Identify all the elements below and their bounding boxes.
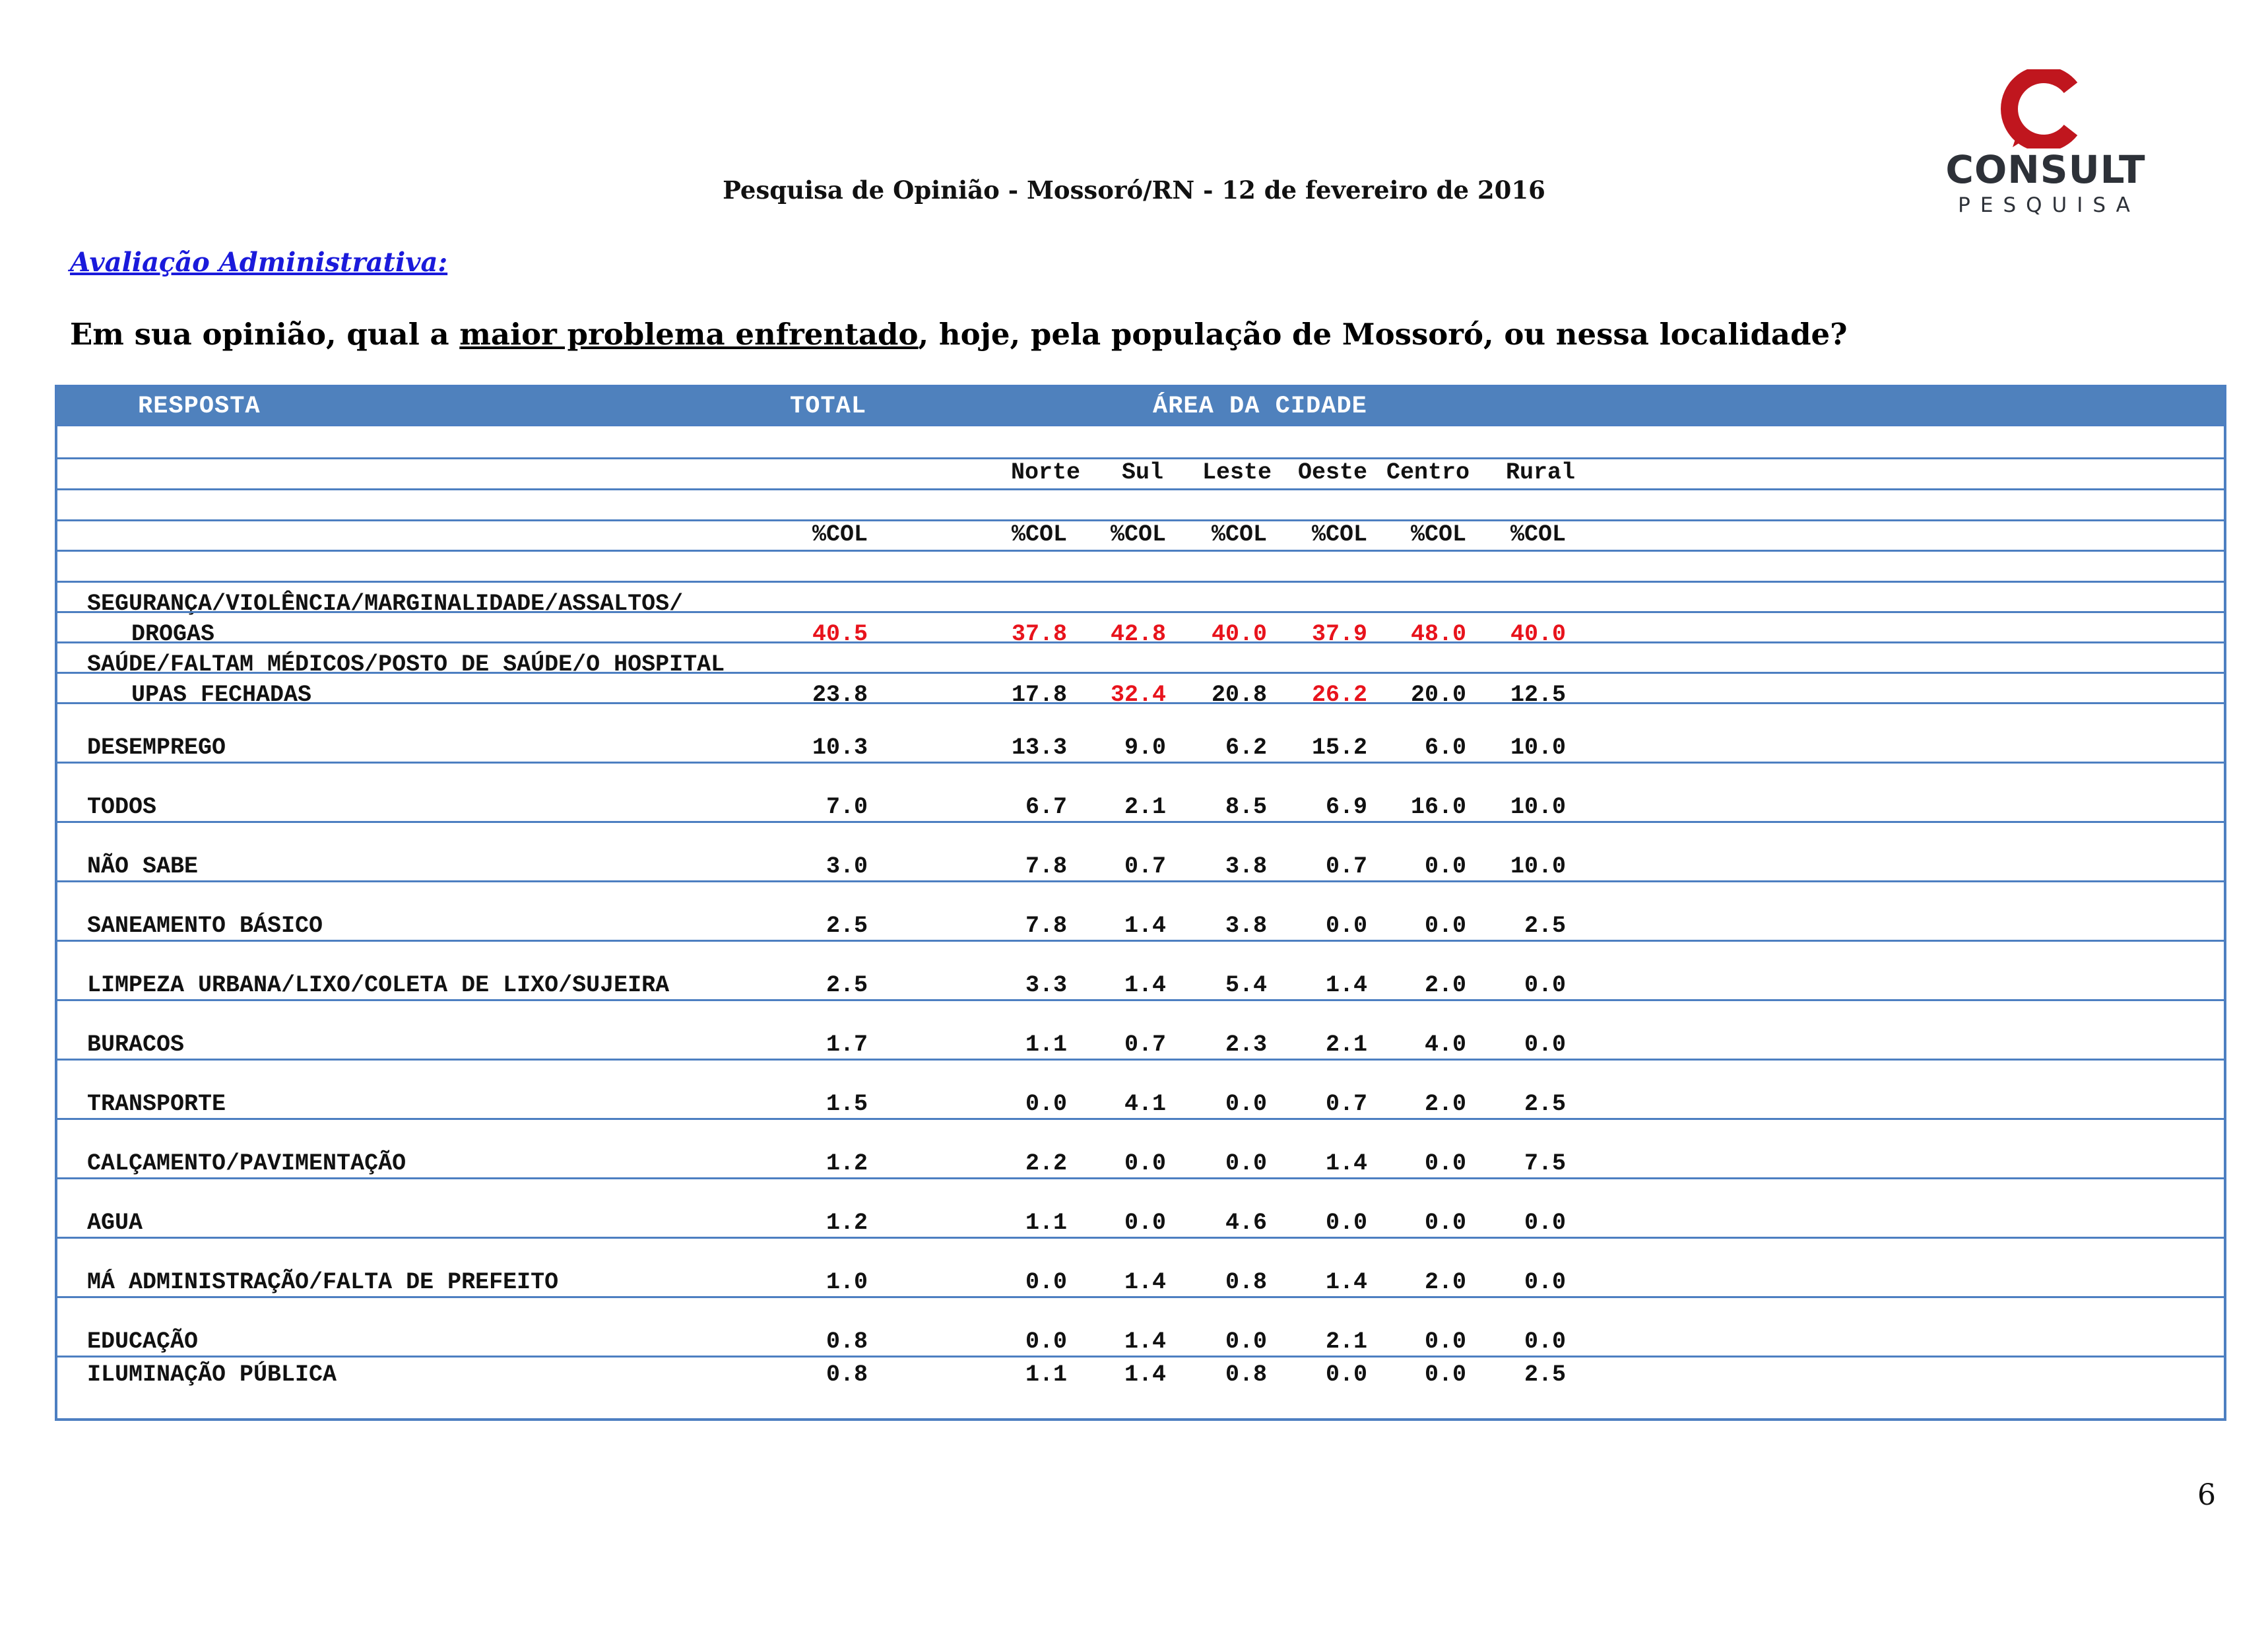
table-rule	[57, 762, 2224, 764]
row-total: 1.7	[826, 1031, 868, 1058]
question-part: Em sua opinião, qual a	[70, 317, 460, 352]
row-total: 1.2	[826, 1150, 868, 1177]
row-value: 13.3	[1011, 735, 1067, 761]
header-area: ÁREA DA CIDADE	[1153, 393, 1367, 420]
row-value: 0.0	[1025, 1269, 1067, 1295]
row-value: 1.4	[1325, 1269, 1367, 1295]
row-value: 0.0	[1225, 1328, 1267, 1355]
row-value: 0.0	[1225, 1150, 1267, 1177]
row-value: 2.1	[1325, 1031, 1367, 1058]
row-value: 3.8	[1225, 853, 1267, 880]
row-value: 1.4	[1325, 972, 1367, 998]
row-value: 1.1	[1025, 1210, 1067, 1236]
row-value: 2.5	[1524, 913, 1566, 939]
row-value: 32.4	[1110, 682, 1166, 708]
row-value: 4.1	[1124, 1091, 1166, 1117]
row-value: 6.7	[1025, 794, 1067, 820]
table-rule	[57, 550, 2224, 552]
row-label: TRANSPORTE	[87, 1091, 226, 1117]
row-label: LIMPEZA URBANA/LIXO/COLETA DE LIXO/SUJEIRA	[87, 972, 670, 998]
col-label: %COL	[1110, 521, 1166, 548]
row-value: 0.0	[1325, 1361, 1367, 1388]
row-value: 1.1	[1025, 1361, 1067, 1388]
row-value: 0.0	[1524, 1269, 1566, 1295]
row-value: 0.0	[1424, 1150, 1466, 1177]
row-label: DESEMPREGO	[87, 735, 226, 761]
row-value: 37.8	[1011, 621, 1067, 647]
row-total: 1.0	[826, 1269, 868, 1295]
row-value: 2.2	[1025, 1150, 1067, 1177]
table-rule	[57, 999, 2224, 1001]
row-value: 2.5	[1524, 1091, 1566, 1117]
row-value: 2.0	[1424, 972, 1466, 998]
consult-logo	[1933, 69, 2158, 221]
row-value: 0.0	[1325, 913, 1367, 939]
table-rule	[57, 1356, 2224, 1358]
row-value: 6.0	[1424, 735, 1466, 761]
row-total: 7.0	[826, 794, 868, 820]
table-rule	[57, 1177, 2224, 1179]
row-label: SEGURANÇA/VIOLÊNCIA/MARGINALIDADE/ASSALTOS/	[87, 591, 684, 617]
row-value: 0.0	[1424, 913, 1466, 939]
row-value: 20.8	[1211, 682, 1267, 708]
row-value: 4.6	[1225, 1210, 1267, 1236]
table-rule	[57, 488, 2224, 490]
row-value: 7.8	[1025, 913, 1067, 939]
row-value: 0.0	[1524, 1031, 1566, 1058]
row-value: 1.4	[1325, 1150, 1367, 1177]
row-value: 12.5	[1510, 682, 1566, 708]
col-label: %COL	[1011, 521, 1067, 548]
page-number: 6	[2197, 1478, 2216, 1512]
col-label: %COL	[1410, 521, 1466, 548]
row-value: 4.0	[1424, 1031, 1466, 1058]
row-total: 2.5	[826, 972, 868, 998]
row-value: 1.1	[1025, 1031, 1067, 1058]
row-value: 1.4	[1124, 1328, 1166, 1355]
section-title: Avaliação Administrativa:	[70, 247, 448, 278]
row-value: 3.3	[1025, 972, 1067, 998]
document-title: Pesquisa de Opinião - Mossoró/RN - 12 de fevereiro de 2016	[723, 176, 1545, 205]
table-rule	[57, 1237, 2224, 1239]
row-value: 2.0	[1424, 1269, 1466, 1295]
row-label: MÁ ADMINISTRAÇÃO/FALTA DE PREFEITO	[87, 1269, 559, 1295]
row-value: 1.4	[1124, 972, 1166, 998]
question-text	[70, 317, 1848, 352]
row-value: 0.0	[1524, 972, 1566, 998]
row-value: 0.7	[1124, 853, 1166, 880]
table-rule	[57, 702, 2224, 704]
row-value: 5.4	[1225, 972, 1267, 998]
row-value: 0.7	[1124, 1031, 1166, 1058]
row-value: 6.2	[1225, 735, 1267, 761]
area-header: Oeste	[1297, 459, 1367, 486]
row-label: TODOS	[87, 794, 157, 820]
logo-mark-icon	[1993, 69, 2085, 148]
row-total: 2.5	[826, 913, 868, 939]
row-value: 8.5	[1225, 794, 1267, 820]
row-value: 17.8	[1011, 682, 1067, 708]
table-rule	[57, 1118, 2224, 1120]
row-value: 0.0	[1524, 1210, 1566, 1236]
row-value: 6.9	[1325, 794, 1367, 820]
row-value: 1.4	[1124, 1361, 1166, 1388]
area-header: Norte	[1010, 459, 1080, 486]
logo-subtitle: PESQUISA	[1958, 193, 2140, 217]
row-total: 0.8	[826, 1328, 868, 1355]
row-label: BURACOS	[87, 1031, 185, 1058]
row-value: 9.0	[1124, 735, 1166, 761]
question-emphasis: maior problema enfrentado	[459, 317, 919, 352]
col-label: %COL	[1311, 521, 1367, 548]
row-value: 2.1	[1325, 1328, 1367, 1355]
table-rule	[57, 940, 2224, 942]
row-value: 0.0	[1424, 1210, 1466, 1236]
row-label: ILUMINAÇÃO PÚBLICA	[87, 1361, 337, 1388]
row-value: 0.0	[1225, 1091, 1267, 1117]
row-total: 1.2	[826, 1210, 868, 1236]
row-value: 0.7	[1325, 1091, 1367, 1117]
row-total: 23.8	[812, 682, 868, 708]
row-value: 20.0	[1410, 682, 1466, 708]
row-total: 10.3	[812, 735, 868, 761]
row-total: 1.5	[826, 1091, 868, 1117]
row-value: 10.0	[1510, 853, 1566, 880]
row-value: 26.2	[1311, 682, 1367, 708]
results-table	[55, 385, 2226, 1421]
row-label: AGUA	[87, 1210, 143, 1236]
row-value: 0.0	[1424, 1361, 1466, 1388]
table-header-band	[57, 387, 2224, 424]
row-value: 0.0	[1025, 1328, 1067, 1355]
row-label-cont: UPAS FECHADAS	[131, 682, 312, 708]
row-value: 7.8	[1025, 853, 1067, 880]
row-total: 40.5	[812, 621, 868, 647]
row-value: 0.0	[1124, 1210, 1166, 1236]
row-value: 0.8	[1225, 1361, 1267, 1388]
row-value: 37.9	[1311, 621, 1367, 647]
row-label: SANEAMENTO BÁSICO	[87, 913, 323, 939]
row-value: 0.7	[1325, 853, 1367, 880]
row-value: 48.0	[1410, 621, 1466, 647]
row-value: 7.5	[1524, 1150, 1566, 1177]
row-label: NÃO SABE	[87, 853, 199, 880]
table-rule	[57, 581, 2224, 583]
table-rule	[57, 641, 2224, 643]
header-total: TOTAL	[790, 393, 867, 420]
row-value: 3.8	[1225, 913, 1267, 939]
row-value: 0.0	[1124, 1150, 1166, 1177]
row-value: 42.8	[1110, 621, 1166, 647]
area-header: Centro	[1386, 459, 1470, 486]
table-rule	[57, 672, 2224, 674]
row-label: EDUCAÇÃO	[87, 1328, 199, 1355]
area-header: Leste	[1202, 459, 1272, 486]
row-value: 0.0	[1424, 853, 1466, 880]
row-value: 0.0	[1025, 1091, 1067, 1117]
row-value: 40.0	[1211, 621, 1267, 647]
col-label: %COL	[1510, 521, 1566, 548]
table-rule	[57, 1296, 2224, 1298]
row-value: 2.0	[1424, 1091, 1466, 1117]
row-value: 1.4	[1124, 1269, 1166, 1295]
question-part: , hoje, pela população de Mossoró, ou nessa localidade?	[918, 317, 1848, 352]
area-header: Rural	[1505, 459, 1575, 486]
row-value: 1.4	[1124, 913, 1166, 939]
row-value: 10.0	[1510, 735, 1566, 761]
row-label: SAÚDE/FALTAM MÉDICOS/POSTO DE SAÚDE/O HOSPITAL	[87, 651, 725, 678]
row-value: 0.8	[1225, 1269, 1267, 1295]
col-label-total: %COL	[812, 521, 868, 548]
row-value: 15.2	[1311, 735, 1367, 761]
row-label: CALÇAMENTO/PAVIMENTAÇÃO	[87, 1150, 406, 1177]
row-value: 2.1	[1124, 794, 1166, 820]
row-total: 3.0	[826, 853, 868, 880]
row-value: 40.0	[1510, 621, 1566, 647]
table-rule	[57, 880, 2224, 882]
row-value: 0.0	[1424, 1328, 1466, 1355]
table-rule	[57, 424, 2224, 426]
row-label-cont: DROGAS	[131, 621, 215, 647]
row-total: 0.8	[826, 1361, 868, 1388]
logo-wordmark: CONSULT	[1945, 147, 2146, 192]
header-resposta: RESPOSTA	[138, 393, 261, 420]
table-rule	[57, 611, 2224, 613]
row-value: 0.0	[1325, 1210, 1367, 1236]
col-label: %COL	[1211, 521, 1267, 548]
table-rule	[57, 1059, 2224, 1061]
table-rule	[57, 821, 2224, 823]
area-header: Sul	[1121, 459, 1163, 486]
row-value: 10.0	[1510, 794, 1566, 820]
row-value: 2.3	[1225, 1031, 1267, 1058]
row-value: 0.0	[1524, 1328, 1566, 1355]
row-value: 2.5	[1524, 1361, 1566, 1388]
row-value: 16.0	[1410, 794, 1466, 820]
